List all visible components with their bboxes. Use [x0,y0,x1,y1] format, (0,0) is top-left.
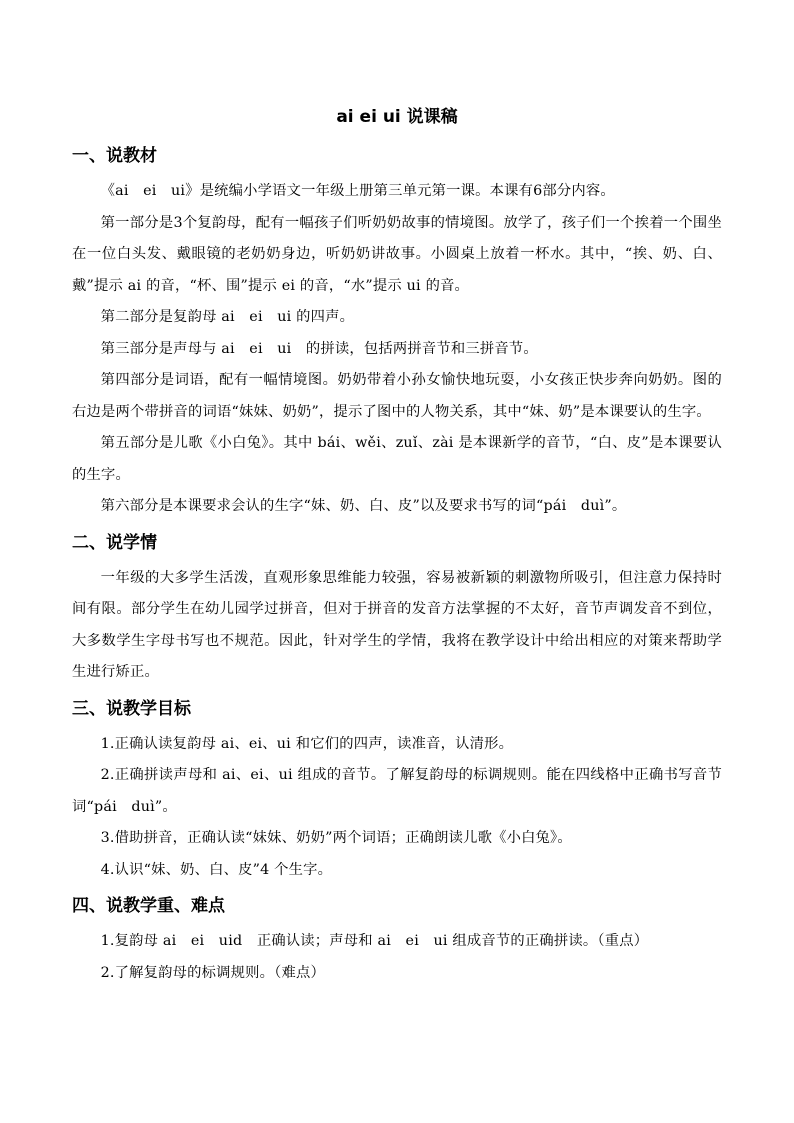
paragraph: 2.了解复韵母的标调规则。（难点） [100,964,325,981]
document-title: ai ei ui 说课稿 [336,107,458,127]
document-page [72,104,722,997]
paragraph: 第三部分是声母与 ai ei ui 的拼读，包括两拼音节和三拼音节。 [100,340,538,357]
paragraph: 1.复韵母 ai ei uid 正确认读；声母和 ai ei ui 组成音节的正确拼读。（重点） [100,933,649,949]
section-heading: 一、说教材 [72,146,157,166]
paragraph: 第一部分是3个复韵母，配有一幅孩子们听奶奶故事的情境图。放学了，孩子们一个挨着一个围坐在一位白头发、戴眼镜的老奶奶身边，听奶奶讲故事。小圆桌上放着一杯水。其中，“挨、奶、白、戴”提示 ai 的音，“杯、围”提示 ei 的音，“水”提示 ui 的音。 [72,214,722,294]
paragraph: 第二部分是复韵母 ai ei ui 的四声。 [100,309,355,325]
paragraph: 第四部分是词语，配有一幅情境图。奶奶带着小孙女愉快地玩耍，小女孩正快步奔向奶奶。图的右边是两个带拼音的词语“妹妹、奶奶”，提示了图中的人物关系，其中“妹、奶”是本课要认的生字。 [72,372,722,420]
section-student-analysis [72,531,722,689]
section-teaching-goals [72,697,722,887]
paragraph: 2.正确拼读声母和 ai、ei、ui 组成的音节。了解复韵母的标调规则。能在四线格中正确书写音节词“pái duì”。 [72,767,722,815]
section-heading: 二、说学情 [72,532,157,553]
section-key-points [72,894,722,989]
section-heading: 三、说教学目标 [72,698,191,719]
paragraph: 一年级的大多学生活泼，直观形象思维能力较强，容易被新颖的刺激物所吸引，但注意力保持时间有限。部分学生在幼儿园学过拼音，但对于拼音的发音方法掌握的不太好，音节声调发音不到位，大多数学生字母书写也不规范。因此，针对学生的学情，我将在教学设计中给出相应的对策来帮助学生进行矫正。 [72,569,722,680]
paragraph: 3.借助拼音，正确认读“妹妹、奶奶”两个词语；正确朗读儿歌《小白兔》。 [100,830,572,846]
section-teaching-material [72,144,722,523]
paragraph: 第五部分是儿歌《小白兔》。其中 bái、wěi、zuǐ、zài 是本课新学的音节，“白、皮”是本课要认的生字。 [72,435,722,483]
paragraph: 4.认识“妹、奶、白、皮”4 个生字。 [100,861,333,878]
paragraph: 第六部分是本课要求会认的生字“妹、奶、白、皮”以及要求书写的词“pái duì”。 [100,498,627,514]
paragraph: 1.正确认读复韵母 ai、ei、ui 和它们的四声，读准音，认清形。 [100,735,514,752]
paragraph: 《ai ei ui》是统编小学语文一年级上册第三单元第一课。本课有6部分内容。 [100,183,615,199]
section-heading: 四、说教学重、难点 [72,896,225,916]
